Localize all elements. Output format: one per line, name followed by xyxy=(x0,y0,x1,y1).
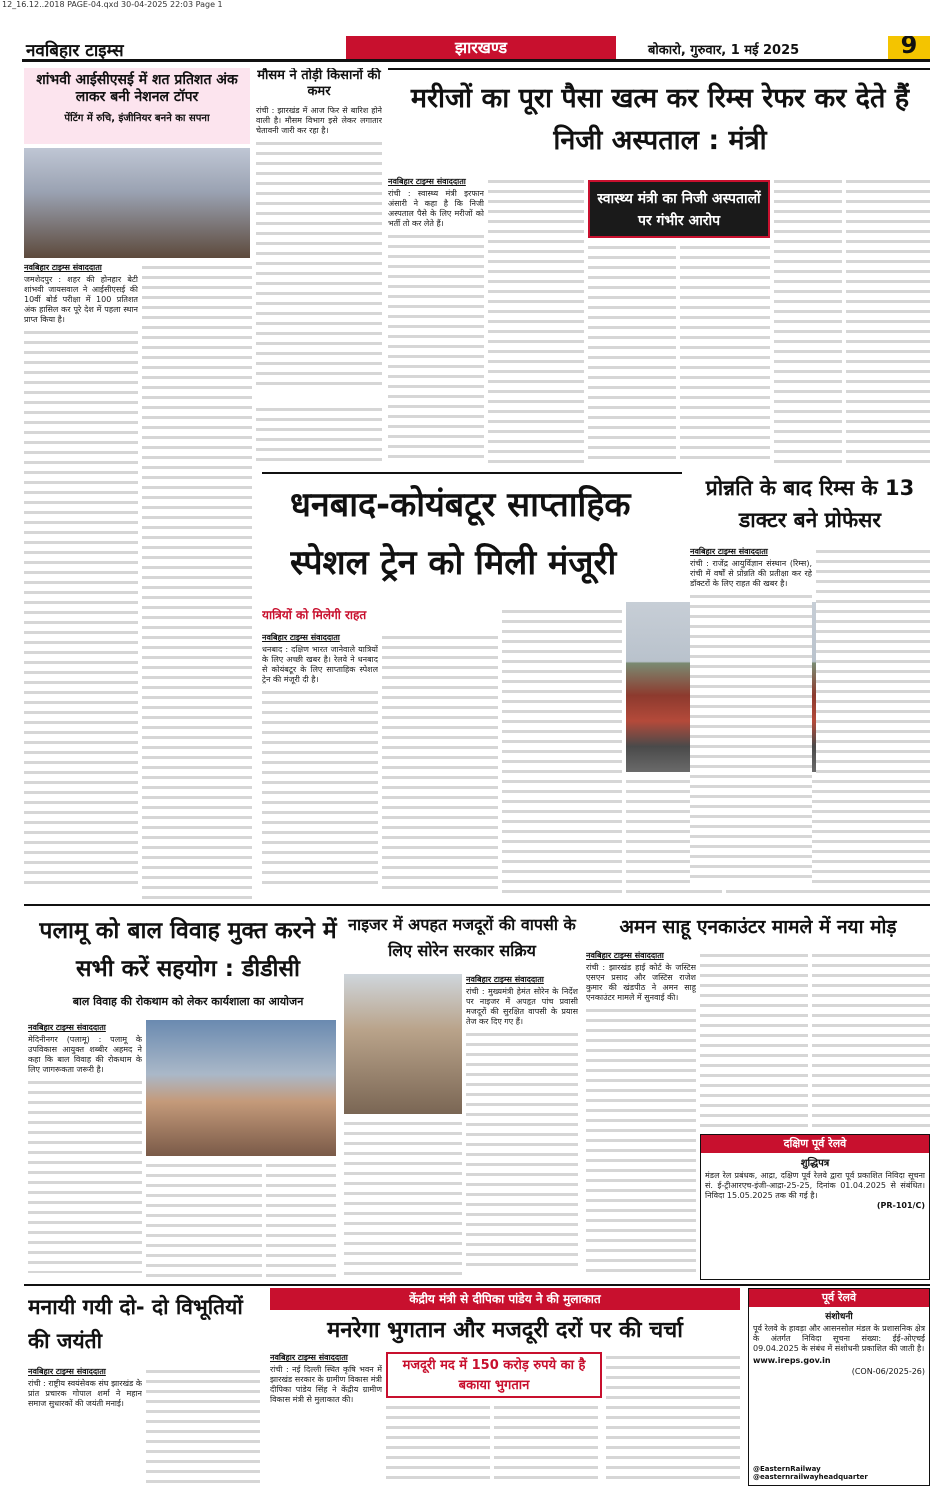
er-notice-social: @EasternRailway @easternrailwayheadquarter xyxy=(753,1465,868,1481)
weather-headline: मौसम ने तोड़ी किसानों की कमर xyxy=(257,68,381,99)
aman-column-3 xyxy=(812,950,930,1130)
rims-column-1 xyxy=(690,546,812,894)
shambhavi-column-2 xyxy=(142,262,252,902)
newspaper-name: नवबिहार टाइम्स xyxy=(26,41,124,61)
rims-column-2 xyxy=(816,546,930,894)
minister-column-3 xyxy=(588,242,676,464)
palamu-photo xyxy=(146,1020,336,1156)
shambhavi-body-text xyxy=(24,327,138,887)
train-headline: धनबाद-कोयंबटूर साप्ताहिक स्पेशल ट्रेन को मिली मंजूरी xyxy=(290,485,631,583)
middle-rule xyxy=(24,904,930,906)
minister-callout: स्वास्थ्य मंत्री का निजी अस्पतालों पर गंभीर आरोप xyxy=(588,180,770,238)
minister-lead: रांची : स्वास्थ्य मंत्री इरफान अंसारी ने कहा है कि निजी अस्पताल पैसे के लिए मरीजों को भर्ती तो कर लेते हैं। xyxy=(388,189,484,228)
train-body-text xyxy=(262,687,378,887)
shambhavi-byline: नवबिहार टाइम्स संवाददाता xyxy=(24,263,102,272)
palamu-column-2 xyxy=(146,1160,262,1280)
niger-column-1 xyxy=(466,974,578,1280)
ser-notice-body: मंडल रेल प्रबंधक, आद्रा, दक्षिण पूर्व रेलवे द्वारा पूर्व प्रकाशित निविदा सूचना सं. ई-ट्रीआरएच-इंजी-आद्रा-25-25, दिनांक 01.04.2025 से संबंधित। निविदा 15.05.2025 तक की गई है। xyxy=(705,1171,925,1200)
jayanti-lead: रांची : राष्ट्रीय स्वयंसेवक संघ झारखंड के प्रांत प्रचारक गोपाल शर्मा ने महान समाज सुधारकों की जयंती मनाई। xyxy=(28,1379,142,1408)
niger-byline: नवबिहार टाइम्स संवाददाता xyxy=(466,975,544,984)
issue-date: बोकारो, गुरुवार, 1 मई 2025 xyxy=(648,43,800,58)
page-number: 9 xyxy=(888,36,930,60)
palamu-column-3 xyxy=(266,1160,336,1280)
er-notice-body: पूर्व रेलवे के हावड़ा और आसनसोल मंडल के प्रशासनिक क्षेत्र के अंतर्गत निविदा सूचना संख्या: ईई-ओएचई 09.04.2025 के संबंध में संशोधनी प्रकाशित की जाती है। xyxy=(753,1324,925,1353)
train-lead: धनबाद : दक्षिण भारत जानेवाले यात्रियों के लिए अच्छी खबर है। रेलवे ने धनबाद से कोयंबटूर के लिए साप्ताहिक स्पेशल ट्रेन की मंजूरी दी है। xyxy=(262,645,378,684)
train-byline: नवबिहार टाइम्स संवाददाता xyxy=(262,633,340,642)
niger-headline: नाइजर में अपहत मजदूरों की वापसी के लिए सोरेन सरकार सक्रिय xyxy=(348,915,576,960)
palamu-headline: पलामू को बाल विवाह मुक्त करने में सभी करें सहयोग : डीडीसी xyxy=(39,918,337,982)
masthead xyxy=(22,36,930,62)
section-label: झारखण्ड xyxy=(346,36,616,60)
jayanti-column-1 xyxy=(28,1366,142,1486)
jayanti-column-2 xyxy=(146,1366,260,1486)
aman-column-1 xyxy=(586,950,696,1280)
train-top-rule xyxy=(262,472,682,474)
minister-column-2 xyxy=(488,176,584,464)
weather-body-text xyxy=(256,138,382,388)
ser-notice-title: शुद्धिपत्र xyxy=(800,1158,830,1169)
minister-byline: नवबिहार टाइम्स संवाददाता xyxy=(388,177,466,186)
shambhavi-lead: जमशेदपुर : शहर की होनहार बेटी शांभवी जायसवाल ने आईसीएसई की 10वीं बोर्ड परीक्षा में 100 प्रतिशत अंक हासिल कर पूरे देश में पहला स्थान प्राप्त किया है। xyxy=(24,275,138,324)
rims-body-text xyxy=(690,591,812,883)
er-notice-site[interactable]: www.ireps.gov.in xyxy=(753,1356,831,1365)
palamu-column-1 xyxy=(28,1022,142,1280)
mgnrega-kicker: केंद्रीय मंत्री से दीपिका पांडेय ने की मुलाकात xyxy=(270,1288,740,1310)
palamu-byline: नवबिहार टाइम्स संवाददाता xyxy=(28,1023,106,1032)
aman-body-text xyxy=(586,1005,696,1273)
shambhavi-headline: शांभवी आईसीएसई में शत प्रतिशत अंक लाकर बनी नेशनल टॉपर xyxy=(36,72,238,105)
ser-notice-code: (PR-101/C) xyxy=(876,1201,925,1210)
minister-column-5 xyxy=(774,176,842,464)
rims-byline: नवबिहार टाइम्स संवाददाता xyxy=(690,547,768,556)
er-notice-sub: संशोधनी xyxy=(825,1312,853,1322)
train-subhead: यात्रियों को मिलेगी राहत xyxy=(262,608,367,622)
mgnrega-column-3 xyxy=(494,1402,598,1486)
mgnrega-column-2 xyxy=(386,1402,490,1486)
shambhavi-headline-box xyxy=(24,68,250,144)
minister-top-rule xyxy=(388,68,930,70)
shambhavi-subhead: पेंटिंग में रुचि, इंजीनियर बनने का सपना xyxy=(64,112,210,124)
jayanti-byline: नवबिहार टाइम्स संवाददाता xyxy=(28,1367,106,1376)
niger-column-2 xyxy=(344,1118,462,1280)
shambhavi-column-1 xyxy=(24,262,138,902)
niger-photo xyxy=(344,974,462,1114)
aman-column-2 xyxy=(700,950,808,1130)
mgnrega-headline: मनरेगा भुगतान और मजदूरी दरों पर की चर्चा xyxy=(327,1318,683,1343)
train-column-2 xyxy=(382,632,498,894)
train-column-3 xyxy=(502,606,622,894)
er-notice xyxy=(748,1288,930,1486)
mgnrega-byline: नवबिहार टाइम्स संवाददाता xyxy=(270,1353,348,1362)
weather-column-1-cont xyxy=(256,404,382,468)
ser-notice xyxy=(700,1134,930,1280)
weather-column-1 xyxy=(256,106,382,402)
minister-body-text xyxy=(388,231,484,461)
mgnrega-lead: रांची : नई दिल्ली स्थित कृषि भवन में झारखंड सरकार के ग्रामीण विकास मंत्री दीपिका पांडेय सिंह ने केंद्रीय ग्रामीण विकास मंत्री से मुलाकात की। xyxy=(270,1365,382,1404)
er-notice-code: (CON-06/2025-26) xyxy=(851,1367,925,1376)
mgnrega-column-4 xyxy=(606,1352,740,1486)
mgnrega-column-1 xyxy=(270,1352,382,1486)
niger-body-text xyxy=(466,1029,578,1273)
ser-notice-org: दक्षिण पूर्व रेलवे xyxy=(701,1135,929,1153)
niger-lead: रांची : मुख्यमंत्री हेमंत सोरेन के निर्देश पर नाइजर में अपहृत पांच प्रवासी मजदूरों की सुरक्षित वापसी के प्रयास तेज कर दिए गए हैं। xyxy=(466,987,578,1026)
aman-lead: रांची : झारखंड हाई कोर्ट के जस्टिस एसएन प्रसाद और जस्टिस राजेश कुमार की खंडपीठ ने अमन साहू एनकाउंटर मामले में सुनवाई की। xyxy=(586,963,696,1002)
mgnrega-callout: मजदूरी मद में 150 करोड़ रुपये का है बकाया भुगतान xyxy=(386,1352,602,1398)
rims-headline: प्रोन्नति के बाद रिम्स के 13 डाक्टर बने प्रोफेसर xyxy=(705,476,915,532)
weather-lead: रांची : झारखंड में आज फिर से बारिश होने वाली है। मौसम विभाग इसे लेकर लगातार चेतावनी जारी कर रहा है। xyxy=(256,106,382,135)
aman-headline: अमन साहू एनकाउंटर मामले में नया मोड़ xyxy=(619,916,897,938)
shambhavi-photo xyxy=(24,148,250,258)
palamu-subhead: बाल विवाह की रोकथाम को लेकर कार्यशाला का आयोजन xyxy=(72,995,304,1008)
minister-headline: मरीजों का पूरा पैसा खत्म कर रिम्स रेफर कर देते हैं निजी अस्पताल : मंत्री xyxy=(410,83,910,156)
er-notice-title: पूर्व रेलवे xyxy=(749,1289,929,1307)
rims-lead: रांची : राजेंद्र आयुर्विज्ञान संस्थान (रिम्स), रांची में वर्षों से प्रोन्नति की प्रतीक्षा कर रहे डॉक्टरों के लिए राहत की खबर है। xyxy=(690,559,812,588)
minister-column-6 xyxy=(846,176,930,464)
jayanti-headline: मनायी गयी दो- दो विभूतियों की जयंती xyxy=(28,1295,243,1353)
train-column-1 xyxy=(262,632,378,894)
file-slug: 12_16.12..2018 PAGE-04.qxd 30-04-2025 22:03 Page 1 xyxy=(2,0,223,9)
aman-byline: नवबिहार टाइम्स संवाददाता xyxy=(586,951,664,960)
minister-column-4 xyxy=(680,242,770,464)
palamu-body-text xyxy=(28,1077,142,1273)
palamu-lead: मेदिनीनगर (पलामू) : पलामू के उपविकास आयुक्त शब्बीर अहमद ने कहा कि बाल विवाह की रोकथाम के लिए जागरूकता जरूरी है। xyxy=(28,1035,142,1074)
minister-column-1 xyxy=(388,176,484,464)
lower-rule xyxy=(24,1284,930,1286)
